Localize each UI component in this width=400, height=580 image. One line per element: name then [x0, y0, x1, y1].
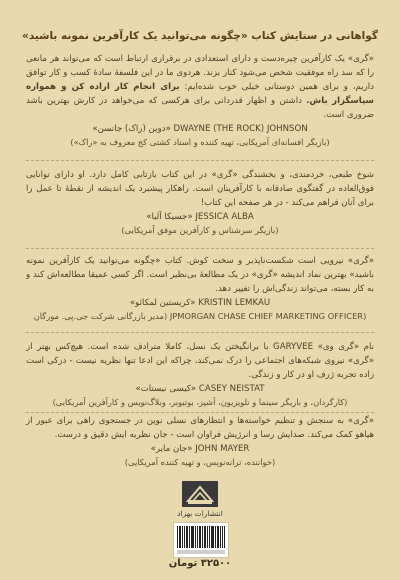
testimonial-1-quote-bold: برای انجام کار اراده کن و همواره سپاسگزار باش. — [26, 82, 374, 106]
testimonial-4-description: (کارگردان، و بازیگر سینما و تلویزیون، آشپز، یوتیوبر، وبلاگ‌نویس و کارآفرین آمریکایی) — [52, 397, 348, 407]
divider — [26, 412, 374, 413]
testimonial-4 — [26, 340, 374, 409]
testimonial-1-name-fa: «دوین (راک) جانسن» — [92, 124, 171, 134]
divider — [26, 332, 374, 333]
testimonial-2-attribution — [26, 210, 374, 224]
testimonial-2 — [26, 168, 374, 237]
testimonial-2-description: (بازیگر سرشناس و کارآفرین موفق آمریکایی) — [121, 225, 279, 235]
testimonial-3-description — [26, 310, 374, 323]
testimonial-3-quote: «گری» نیرویی است شکست‌ناپذیر و سخت کوش. کتاب «چگونه می‌توانید یک کارآفرین نمونه باشید» بهترین نماد اندیشه «گری» در یک مطالعهٔ بی‌نظیر است. اگر کسی عمیقا مطالعه‌اش کند و به کار بسته، می‌تواند زندگی‌اش را تغییر دهد. — [26, 256, 374, 294]
testimonial-1-quote-tail: داشتن و اظهار قدردانی برای هرکسی که می‌خواهد در کارش بهترین باشد ضروری است. — [26, 96, 374, 120]
divider — [26, 248, 374, 249]
barcode-icon — [174, 523, 228, 557]
testimonial-3-description-en: JPMORGAN CHASE CHIEF MARKETING OFFICER) — [169, 311, 367, 321]
testimonial-3-description-fa: (مدیر بازرگانی شرکت جی.پی. مورگان — [33, 311, 168, 321]
barcode — [173, 522, 229, 558]
testimonial-2-name-en: JESSICA ALBA — [195, 212, 254, 222]
publisher-logo — [182, 481, 218, 507]
testimonial-5-description: (خواننده، ترانه‌نویس، و تهیه کننده آمریکایی) — [124, 457, 276, 467]
testimonial-1-quote: «گری» یک کارآفرین چیره‌دست و دارای استعدادی در برقراری ارتباط است که می‌تواند هر مانعی را که سد راه موفقیت شخص می‌شود کنار بزند. هردوی ما در این فلسفهٔ سادهٔ کسب و کار توافق داریم، و برای همین دوستانی خیلی خوب شده‌ایم: — [26, 54, 374, 92]
testimonial-5-name-fa: «جان مایر» — [150, 444, 193, 454]
testimonial-2-name-fa: «جسیکا آلبا» — [146, 212, 193, 222]
testimonial-5-attribution — [26, 442, 374, 456]
testimonial-4-quote: نام «گری وی» GARYVEE با برانگیختن یک نسل، کاملا مترادف شده است. هیچ‌کس بهتر از «گری» نیروی شبکه‌های اجتماعی را درک نمی‌کند، چراکه این ادعا تنها نظریه نیست - درکی است زاده تجربه ژرف او در کار و زندگی. — [26, 342, 374, 380]
testimonial-3 — [26, 254, 374, 323]
testimonial-4-name-fa: «کیسی نیستات» — [135, 384, 197, 394]
testimonial-4-attribution — [26, 382, 374, 396]
testimonial-5-name-en: JOHN MAYER — [195, 444, 250, 454]
testimonial-1 — [26, 52, 374, 149]
testimonial-4-name-en: CASEY NEISTAT — [198, 384, 265, 394]
publisher-logo-icon — [182, 481, 218, 507]
testimonial-3-name-en: KRISTIN LEMKAU — [198, 298, 271, 308]
divider — [26, 160, 374, 161]
testimonial-1-description: (بازیگر افسانه‌ای آمریکایی، تهیه کننده و استاد کشتی کج معروف به «راک») — [70, 137, 330, 147]
testimonial-1-name-en: DWAYNE (THE ROCK) JOHNSON — [173, 124, 308, 134]
testimonial-2-quote: شوخ طبعی، خردمندی، و بخشندگی «گری» در این کتاب بازتابی کامل دارد. او دارای توانایی فوق‌العاده در گفتگوی صادقانه با کارآفرینان است. راهکار پیشبرد یک اندیشه از نقطهٔ تا عمل را برای آنان فراهم می‌کند - در هر صفحه این کتاب! — [26, 170, 374, 208]
price-label: ۳۲۵۰۰ تومان — [168, 558, 232, 569]
testimonial-1-attribution — [26, 122, 374, 136]
testimonial-5 — [26, 414, 374, 469]
testimonial-5-quote: «گری» به سنجش و تنظیم خواسته‌ها و انتظارهای نسلی نوین در جستجوی راهی برای عبور از هیاهو کمک می‌کند. صدایش رسا و انرژیش فراوان است - جان نظریه ایش دقیق و درست. — [26, 416, 374, 440]
testimonial-3-name-fa: «کریستین لمکائو» — [129, 298, 196, 308]
back-cover-heading: گواهانی در ستایش کتاب «چگونه می‌توانید یک کارآفرین نمونه باشید» — [22, 30, 378, 42]
testimonial-3-attribution — [26, 296, 374, 310]
publisher-name: انتشارات بهزاد — [177, 509, 223, 518]
